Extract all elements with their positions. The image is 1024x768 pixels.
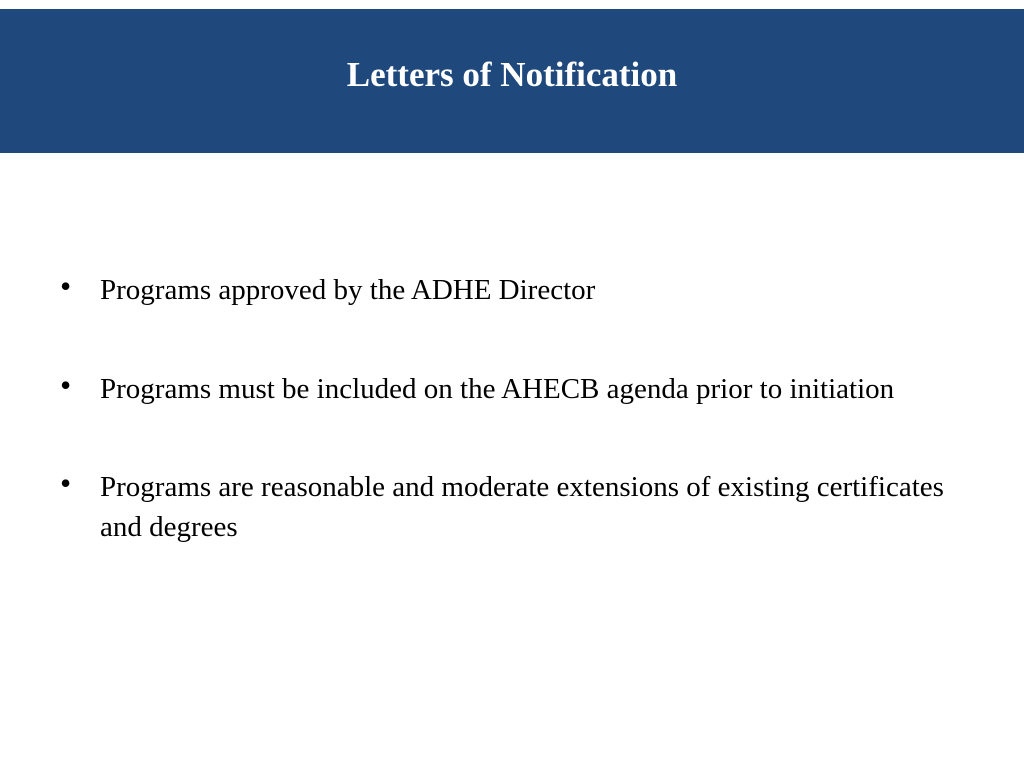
- bullet-icon: •: [60, 367, 72, 403]
- bullet-icon: •: [60, 268, 72, 304]
- slide-title: Letters of Notification: [346, 55, 678, 94]
- bullet-text: Programs are reasonable and moderate extensions of existing certificates and degrees: [100, 471, 944, 543]
- bullet-icon: •: [60, 465, 72, 501]
- bullet-list: [60, 270, 960, 606]
- title-bar: [0, 9, 1024, 153]
- bullet-item: [60, 369, 960, 409]
- bullet-item: [60, 467, 960, 547]
- bullet-item: [60, 270, 960, 310]
- bullet-text: Programs approved by the ADHE Director: [100, 274, 596, 306]
- bullet-text: Programs must be included on the AHECB agenda prior to initiation: [100, 373, 895, 405]
